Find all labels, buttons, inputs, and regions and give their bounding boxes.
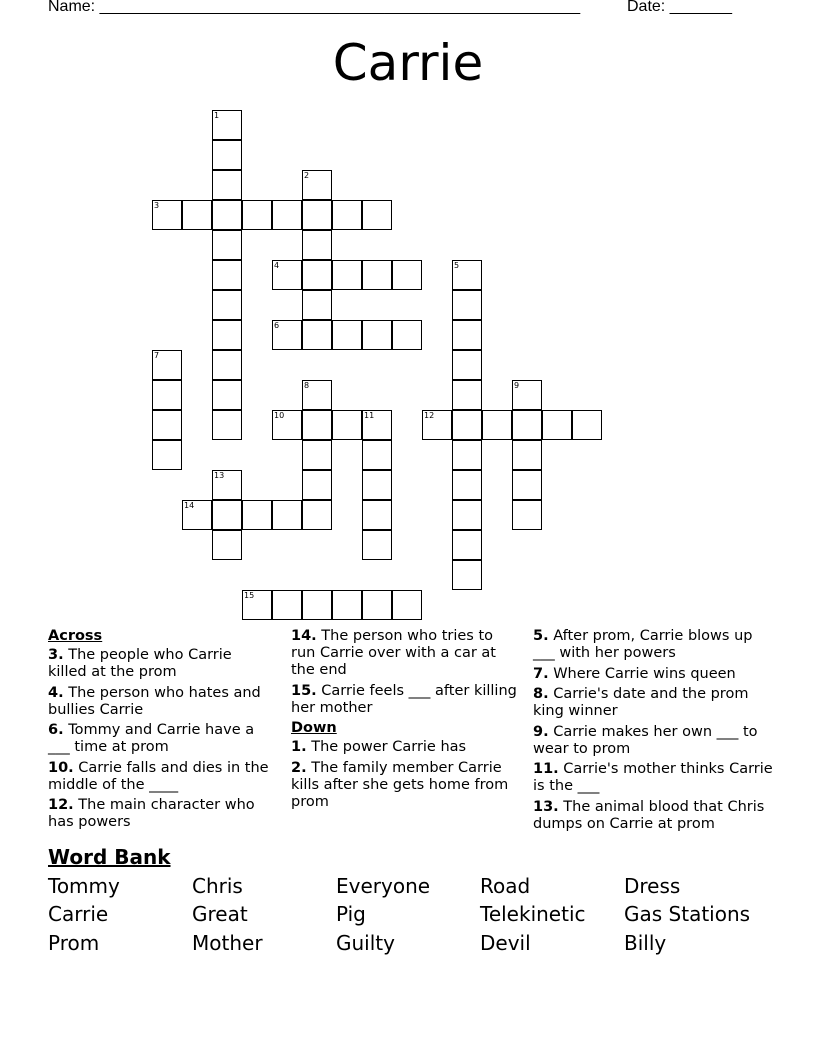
grid-cell xyxy=(482,410,512,440)
clue-item-number: 10. xyxy=(48,759,74,776)
name-field-label: Name: ______________________________________________________ xyxy=(48,0,581,15)
grid-cell xyxy=(332,410,362,440)
grid-cell xyxy=(332,200,362,230)
grid-cell xyxy=(302,320,332,350)
grid-cell xyxy=(302,500,332,530)
grid-cell xyxy=(212,290,242,320)
clue-item-text: Carrie falls and dies in the middle of the ____ xyxy=(48,759,269,793)
grid-cell xyxy=(272,500,302,530)
grid-cell xyxy=(212,500,242,530)
clue-item xyxy=(533,686,773,720)
grid-cell xyxy=(362,440,392,470)
word-bank-item: Carrie xyxy=(48,902,109,926)
clue-number: 8 xyxy=(304,381,310,390)
word-bank-item: Devil xyxy=(480,931,531,955)
grid-cell xyxy=(362,200,392,230)
clue-number: 6 xyxy=(274,321,280,330)
clue-item xyxy=(533,666,773,683)
grid-cell xyxy=(512,440,542,470)
grid-cell xyxy=(452,380,482,410)
grid-cell xyxy=(512,470,542,500)
grid-cell xyxy=(302,440,332,470)
down-heading: Down xyxy=(291,720,337,736)
word-bank-item: Tommy xyxy=(48,874,120,898)
grid-cell xyxy=(332,260,362,290)
grid-cell xyxy=(392,260,422,290)
grid-cell xyxy=(452,290,482,320)
clue-item-number: 2. xyxy=(291,759,307,776)
clue-item-number: 11. xyxy=(533,761,559,777)
clue-item xyxy=(533,628,773,662)
word-bank-title: Word Bank xyxy=(48,845,171,869)
grid-cell xyxy=(362,320,392,350)
grid-cell xyxy=(452,470,482,500)
clue-item-text: The person who tries to run Carrie over with a car at the end xyxy=(291,628,496,678)
grid-cell xyxy=(302,410,332,440)
grid-cell xyxy=(302,260,332,290)
grid-cell xyxy=(212,230,242,260)
clue-number: 12 xyxy=(424,411,435,420)
clue-item xyxy=(533,799,773,833)
date-field-label: Date: _______ xyxy=(627,0,732,15)
clue-number: 9 xyxy=(514,381,520,390)
clue-item-number: 8. xyxy=(533,686,549,702)
clues-column-1 xyxy=(48,628,273,835)
grid-cell xyxy=(272,590,302,620)
clue-number: 2 xyxy=(304,171,310,180)
clue-item xyxy=(48,685,273,719)
clue-item-number: 3. xyxy=(48,647,64,663)
grid-cell xyxy=(212,140,242,170)
clue-item xyxy=(48,797,273,831)
grid-cell xyxy=(212,410,242,440)
down-clue-list xyxy=(291,739,519,811)
clue-item-text: The family member Carrie kills after she gets home from prom xyxy=(291,759,509,810)
word-bank-item: Pig xyxy=(336,902,366,926)
across-clue-list-continued xyxy=(291,628,519,717)
clue-number: 5 xyxy=(454,261,460,270)
clue-item xyxy=(291,683,519,717)
clue-number: 3 xyxy=(154,201,160,210)
clue-item-number: 13. xyxy=(533,798,559,815)
word-bank-item: Mother xyxy=(192,931,263,955)
grid-cell xyxy=(452,440,482,470)
clue-item-text: The power Carrie has xyxy=(306,739,467,755)
clue-item-text: The main character who has powers xyxy=(48,797,255,830)
grid-cell xyxy=(572,410,602,440)
clue-item xyxy=(533,724,773,758)
clue-item-number: 5. xyxy=(533,628,549,644)
grid-cell xyxy=(242,500,272,530)
grid-cell xyxy=(302,200,332,230)
clue-item xyxy=(48,722,273,756)
grid-cell xyxy=(452,530,482,560)
clue-item-number: 15. xyxy=(291,682,317,699)
clue-number: 7 xyxy=(154,351,160,360)
word-bank-item: Dress xyxy=(624,874,681,898)
grid-cell xyxy=(212,380,242,410)
clue-item-number: 9. xyxy=(533,723,549,740)
clue-number: 11 xyxy=(364,411,375,420)
grid-cell xyxy=(212,260,242,290)
grid-cell xyxy=(302,590,332,620)
grid-cell xyxy=(152,440,182,470)
grid-cell xyxy=(302,470,332,500)
clue-item-text: Where Carrie wins queen xyxy=(548,665,736,682)
clue-item xyxy=(48,647,273,681)
grid-cell xyxy=(452,320,482,350)
clue-item xyxy=(291,760,519,811)
clue-item-number: 7. xyxy=(533,665,549,682)
grid-cell xyxy=(212,170,242,200)
grid-cell xyxy=(212,320,242,350)
word-bank-item: Telekinetic xyxy=(480,902,586,926)
clue-item xyxy=(48,760,273,794)
grid-cell xyxy=(512,410,542,440)
grid-cell xyxy=(212,200,242,230)
page-title: Carrie xyxy=(332,34,484,92)
word-bank-item: Great xyxy=(192,902,248,926)
grid-cell xyxy=(272,200,302,230)
grid-cell xyxy=(182,200,212,230)
grid-cell xyxy=(212,530,242,560)
grid-cell xyxy=(302,290,332,320)
word-bank-item: Chris xyxy=(192,874,243,898)
grid-cell xyxy=(152,380,182,410)
word-bank-item: Guilty xyxy=(336,931,395,955)
grid-cell xyxy=(392,590,422,620)
clue-item xyxy=(291,739,519,756)
grid-cell xyxy=(362,260,392,290)
grid-cell xyxy=(242,200,272,230)
grid-cell xyxy=(332,320,362,350)
clue-item-text: Carrie feels ___ after killing her mother xyxy=(291,682,517,716)
clue-item-text: The person who hates and bullies Carrie xyxy=(48,684,261,718)
clue-item-text: Carrie's mother thinks Carrie is the ___ xyxy=(533,761,773,794)
clue-item-number: 1. xyxy=(291,739,307,755)
across-clue-list xyxy=(48,647,273,831)
clue-item-text: Carrie makes her own ___ to wear to prom xyxy=(533,723,758,757)
word-bank-item: Billy xyxy=(624,931,667,955)
word-bank-item: Road xyxy=(480,874,531,898)
clue-number: 13 xyxy=(214,471,225,480)
grid-cell xyxy=(362,470,392,500)
word-bank-item: Gas Stations xyxy=(624,902,751,926)
clue-item-number: 6. xyxy=(48,722,64,738)
clue-number: 1 xyxy=(214,111,220,120)
across-heading: Across xyxy=(48,628,103,644)
word-bank-item: Prom xyxy=(48,931,100,955)
clue-number: 15 xyxy=(244,591,255,600)
clue-number: 10 xyxy=(274,411,285,420)
clue-number: 14 xyxy=(184,501,195,510)
grid-cell xyxy=(392,320,422,350)
grid-cell xyxy=(512,500,542,530)
grid-cell xyxy=(362,500,392,530)
grid-cell xyxy=(212,350,242,380)
grid-cell xyxy=(362,590,392,620)
clue-item-number: 4. xyxy=(48,684,64,701)
down-clue-list-continued xyxy=(533,628,773,833)
clues-column-2 xyxy=(291,628,519,814)
grid-cell xyxy=(452,410,482,440)
clues-column-3 xyxy=(533,628,773,836)
clue-item-number: 14. xyxy=(291,628,317,644)
clue-item-text: After prom, Carrie blows up ___ with her powers xyxy=(533,628,753,661)
clue-item-text: Carrie's date and the prom king winner xyxy=(533,686,749,719)
clue-item xyxy=(533,761,773,795)
grid-cell xyxy=(152,410,182,440)
clue-item-text: The people who Carrie killed at the prom xyxy=(48,647,232,680)
clue-item xyxy=(291,628,519,679)
clue-item-text: Tommy and Carrie have a ___ time at prom xyxy=(48,722,255,755)
clue-item-number: 12. xyxy=(48,797,74,813)
clue-number: 4 xyxy=(274,261,280,270)
word-bank-item: Everyone xyxy=(336,874,431,898)
grid-cell xyxy=(542,410,572,440)
grid-cell xyxy=(302,230,332,260)
grid-cell xyxy=(452,350,482,380)
clue-item-text: The animal blood that Chris dumps on Carrie at prom xyxy=(533,798,765,832)
grid-cell xyxy=(452,500,482,530)
grid-cell xyxy=(332,590,362,620)
grid-cell xyxy=(452,560,482,590)
grid-cell xyxy=(362,530,392,560)
